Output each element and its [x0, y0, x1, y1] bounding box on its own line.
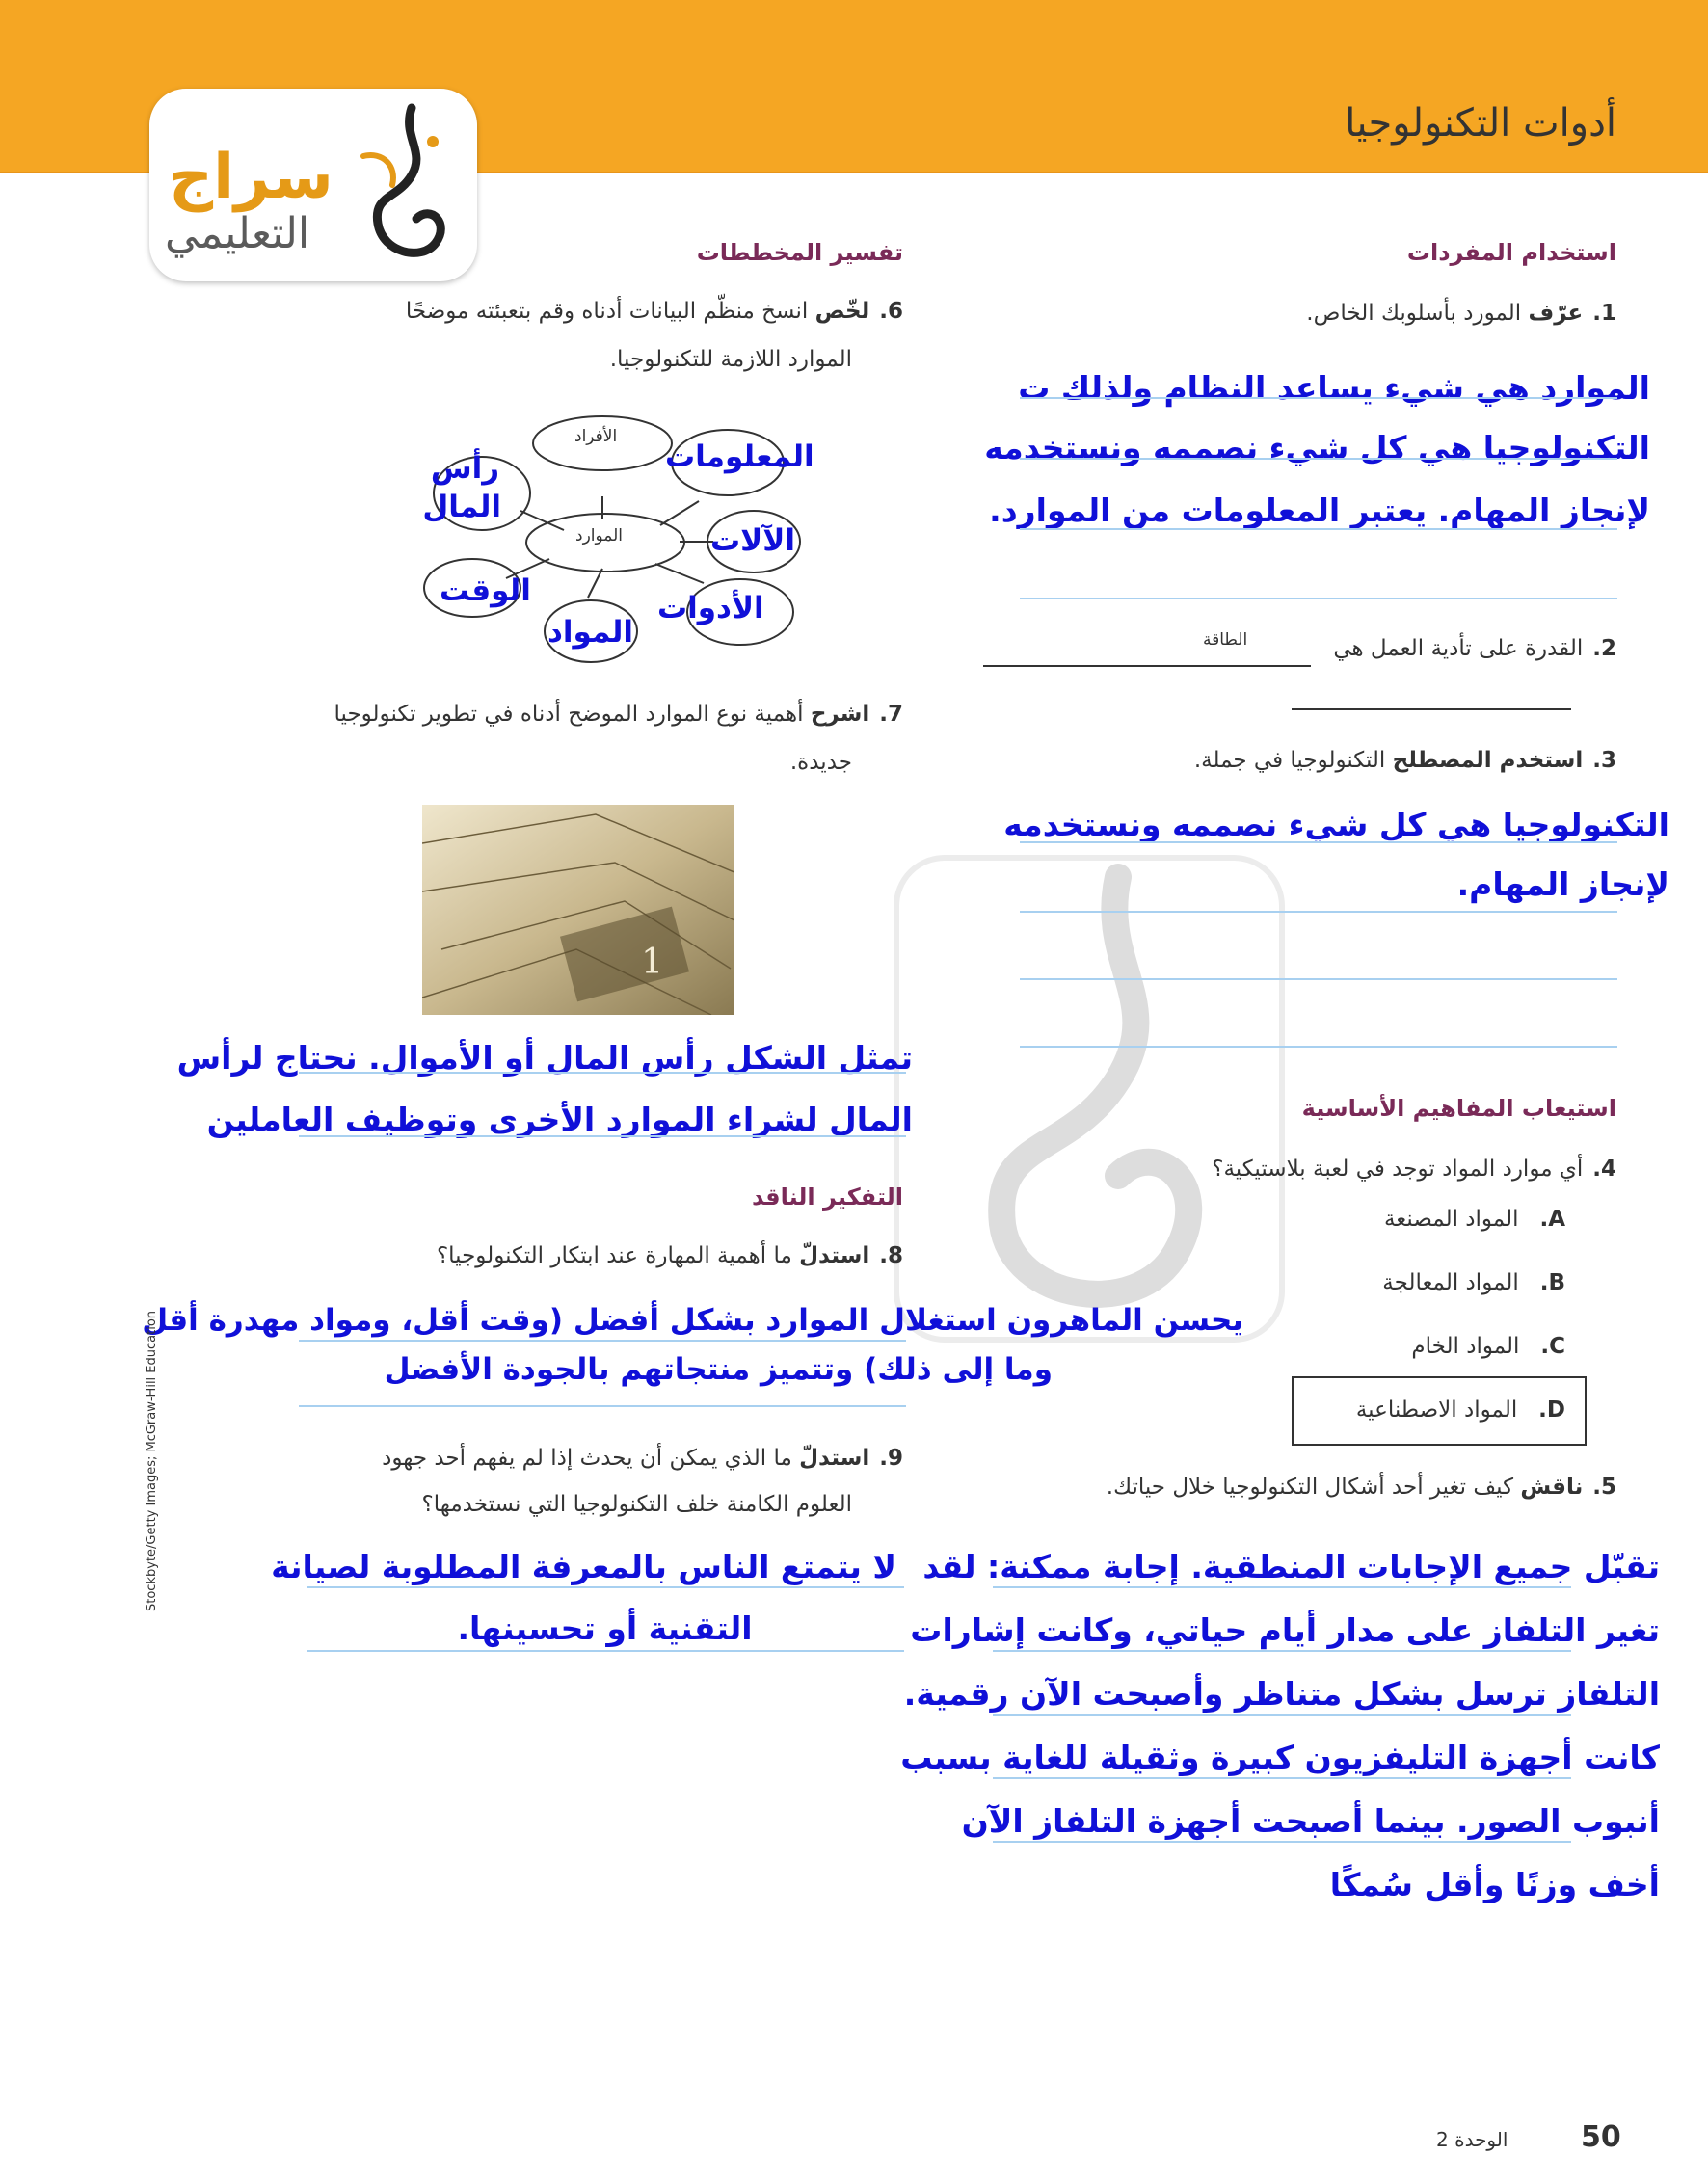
option-c-letter: C. — [1540, 1334, 1565, 1359]
watermark-icon — [887, 848, 1292, 1349]
answer-line — [1020, 598, 1617, 599]
q9-line-1: ما الذي يمكن أن يحدث إذا لم يفهم أحد جهود — [382, 1446, 792, 1471]
q7-line-2: جديدة. — [789, 750, 852, 775]
answer-line — [307, 1650, 904, 1652]
option-b-text: المواد المعالجة — [1382, 1270, 1519, 1295]
answer-line — [299, 1340, 906, 1342]
q9-answer-line-2: التقنية أو تحسينها. — [457, 1610, 753, 1647]
q9-verb: استدلّ — [799, 1446, 870, 1471]
q5-num: 5. — [1592, 1475, 1616, 1500]
option-d — [1356, 1397, 1565, 1423]
question-7-line-1 — [334, 702, 904, 727]
q4-text: أي موارد المواد توجد في لعبة بلاستيكية؟ — [1212, 1157, 1584, 1182]
capital-line-2: المال — [422, 490, 501, 524]
calligraphy-icon — [344, 98, 460, 277]
diagram-machines-answer: الآلات — [710, 523, 795, 558]
option-c-text: المواد الخام — [1411, 1334, 1520, 1359]
question-9-line-1 — [382, 1446, 903, 1471]
q1-answer-line-1: الموارد هي شيء يساعد النظام ولذلك ت — [1018, 369, 1650, 407]
answer-line — [307, 1586, 904, 1588]
option-a-text: المواد المصنعة — [1383, 1207, 1519, 1232]
answer-line — [993, 1586, 1571, 1588]
money-image — [422, 805, 734, 1015]
q7-verb: اشرح — [810, 702, 870, 727]
q6-num: 6. — [879, 299, 903, 324]
critical-heading: التفكير الناقد — [752, 1184, 903, 1211]
question-8 — [437, 1243, 903, 1268]
answer-line — [993, 1841, 1571, 1843]
q5-answer-line-6: أخف وزنًا وأقل سُمكًا — [1329, 1866, 1660, 1903]
diagram-top-label: الأفراد — [574, 427, 618, 446]
diagram-tools-answer: الأدوات — [657, 591, 764, 625]
q2-text: القدرة على تأدية العمل هي — [1333, 636, 1584, 661]
diagrams-heading: تفسير المخططات — [696, 239, 903, 266]
q5-answer-line-1: تقبّل جميع الإجابات المنطقية. إجابة ممكنة: لقد — [922, 1548, 1660, 1585]
diagram-materials-answer: المواد — [547, 615, 634, 650]
q7-num: 7. — [879, 702, 903, 727]
option-c — [1411, 1334, 1565, 1359]
diagram-time-answer: الوقت — [440, 573, 531, 608]
answer-line — [1020, 528, 1617, 530]
q7-line-1: أهمية نوع الموارد الموضح أدناه في تطوير تكنولوجيا — [334, 702, 804, 727]
diagram-center-label: الموارد — [575, 526, 624, 546]
q1-text: المورد بأسلوبك الخاص. — [1306, 301, 1522, 326]
q1-num: 1. — [1592, 301, 1616, 326]
answer-line — [993, 1650, 1571, 1652]
q5-text: كيف تغير أحد أشكال التكنولوجيا خلال حياتك. — [1106, 1475, 1514, 1500]
q7-answer-line-2: المال لشراء الموارد الأخرى وتوظيف العاملين — [206, 1101, 913, 1138]
q2-fill-answer: الطاقة — [1203, 630, 1248, 650]
option-a-letter: A. — [1539, 1207, 1565, 1232]
diagram-capital-answer — [422, 449, 501, 526]
answer-line — [299, 1135, 906, 1137]
question-4 — [1212, 1157, 1616, 1182]
money-digit: 1 — [641, 943, 663, 982]
q5-answer-line-3: التلفاز ترسل بشكل متناظر وأصبحت الآن رقمية. — [903, 1675, 1660, 1713]
option-d-text: المواد الاصطناعية — [1355, 1397, 1518, 1423]
question-6-line-1 — [406, 299, 903, 324]
logo-main-text: سراج — [169, 142, 334, 213]
q1-answer-line-2: التكنولوجيا هي كل شيء نصممه ونستخدمه — [984, 429, 1650, 466]
q9-answer-line-1: لا يتمتع الناس بالمعرفة المطلوبة لصيانة — [271, 1548, 896, 1585]
option-d-letter: D. — [1538, 1397, 1565, 1423]
q3-answer-line-1: التكنولوجيا هي كل شيء نصممه ونستخدمه — [1003, 806, 1669, 843]
question-1 — [1306, 301, 1616, 326]
q8-answer-line-2: وما إلى ذلك) وتتميز منتجاتهم بالجودة الأفضل — [384, 1352, 1053, 1387]
q4-num: 4. — [1592, 1157, 1616, 1182]
q5-answer-line-2: تغير التلفاز على مدار أيام حياتي، وكانت إشارات — [910, 1611, 1660, 1649]
logo — [149, 89, 477, 281]
q8-num: 8. — [879, 1243, 903, 1268]
answer-line — [1020, 1046, 1617, 1048]
vocab-heading: استخدام المفردات — [1406, 239, 1616, 266]
q8-answer-line-1: يحسن الماهرون استغلال الموارد بشكل أفضل (وقت أقل، ومواد مهدرة أقل — [142, 1303, 1243, 1338]
option-b-letter: B. — [1539, 1270, 1565, 1295]
option-b — [1382, 1270, 1565, 1295]
q3-answer-line-2: لإنجاز المهام. — [1456, 865, 1669, 903]
answer-line — [1020, 458, 1617, 460]
page-number: 50 — [1581, 2120, 1621, 2154]
q8-text: ما أهمية المهارة عند ابتكار التكنولوجيا؟ — [436, 1243, 792, 1268]
q6-line-2: الموارد اللازمة للتكنولوجيا. — [609, 347, 852, 372]
q2-num: 2. — [1592, 636, 1616, 661]
unit-label: الوحدة 2 — [1436, 2128, 1508, 2151]
q1-answer-line-3: لإنجاز المهام. يعتبر المعلومات من الموارد. — [989, 492, 1650, 529]
logo-sub-text: التعليمي — [165, 209, 310, 258]
q7-answer-line-1: تمثل الشكل رأس المال أو الأموال. نحتاج لرأس — [176, 1039, 913, 1077]
concepts-heading: استيعاب المفاهيم الأساسية — [1301, 1095, 1616, 1122]
q9-num: 9. — [879, 1446, 903, 1471]
option-a — [1384, 1207, 1565, 1232]
answer-line — [1020, 397, 1617, 399]
q3-text: التكنولوجيا في جملة. — [1193, 748, 1386, 773]
fill-blank-line — [1292, 708, 1571, 710]
q1-verb: عرّف — [1528, 301, 1584, 326]
q3-verb: استخدم المصطلح — [1392, 748, 1584, 773]
q8-verb: استدلّ — [799, 1243, 870, 1268]
question-2 — [1333, 636, 1616, 661]
answer-line — [299, 1405, 906, 1407]
question-3 — [1194, 748, 1616, 773]
q6-verb: لخّص — [814, 299, 870, 324]
answer-line — [993, 1714, 1571, 1716]
q9-line-2: العلوم الكامنة خلف التكنولوجيا التي نستخدمها؟ — [421, 1492, 852, 1517]
photo-credit: Stockbyte/Getty Images; McGraw-Hill Education — [145, 1311, 159, 1612]
answer-line — [1020, 841, 1617, 843]
q3-num: 3. — [1592, 748, 1616, 773]
answer-line — [1020, 911, 1617, 913]
q5-verb: ناقش — [1520, 1475, 1584, 1500]
page-title: أدوات التكنولوجيا — [1345, 101, 1616, 146]
capital-line-1: رأس — [430, 451, 500, 486]
fill-blank-line — [983, 665, 1311, 667]
answer-line — [993, 1777, 1571, 1779]
answer-line — [299, 1072, 906, 1074]
answer-line — [1020, 978, 1617, 980]
q5-answer-line-5: أنبوب الصور. بينما أصبحت أجهزة التلفاز الآن — [961, 1802, 1660, 1840]
diagram-info-answer: المعلومات — [665, 439, 814, 474]
question-5 — [1107, 1475, 1616, 1500]
q6-line-1: انسخ منظّم البيانات أدناه وقم بتعبئته موضحًا — [405, 299, 809, 324]
q5-answer-line-4: كانت أجهزة التليفزيون كبيرة وثقيلة للغاية بسبب — [900, 1739, 1660, 1776]
